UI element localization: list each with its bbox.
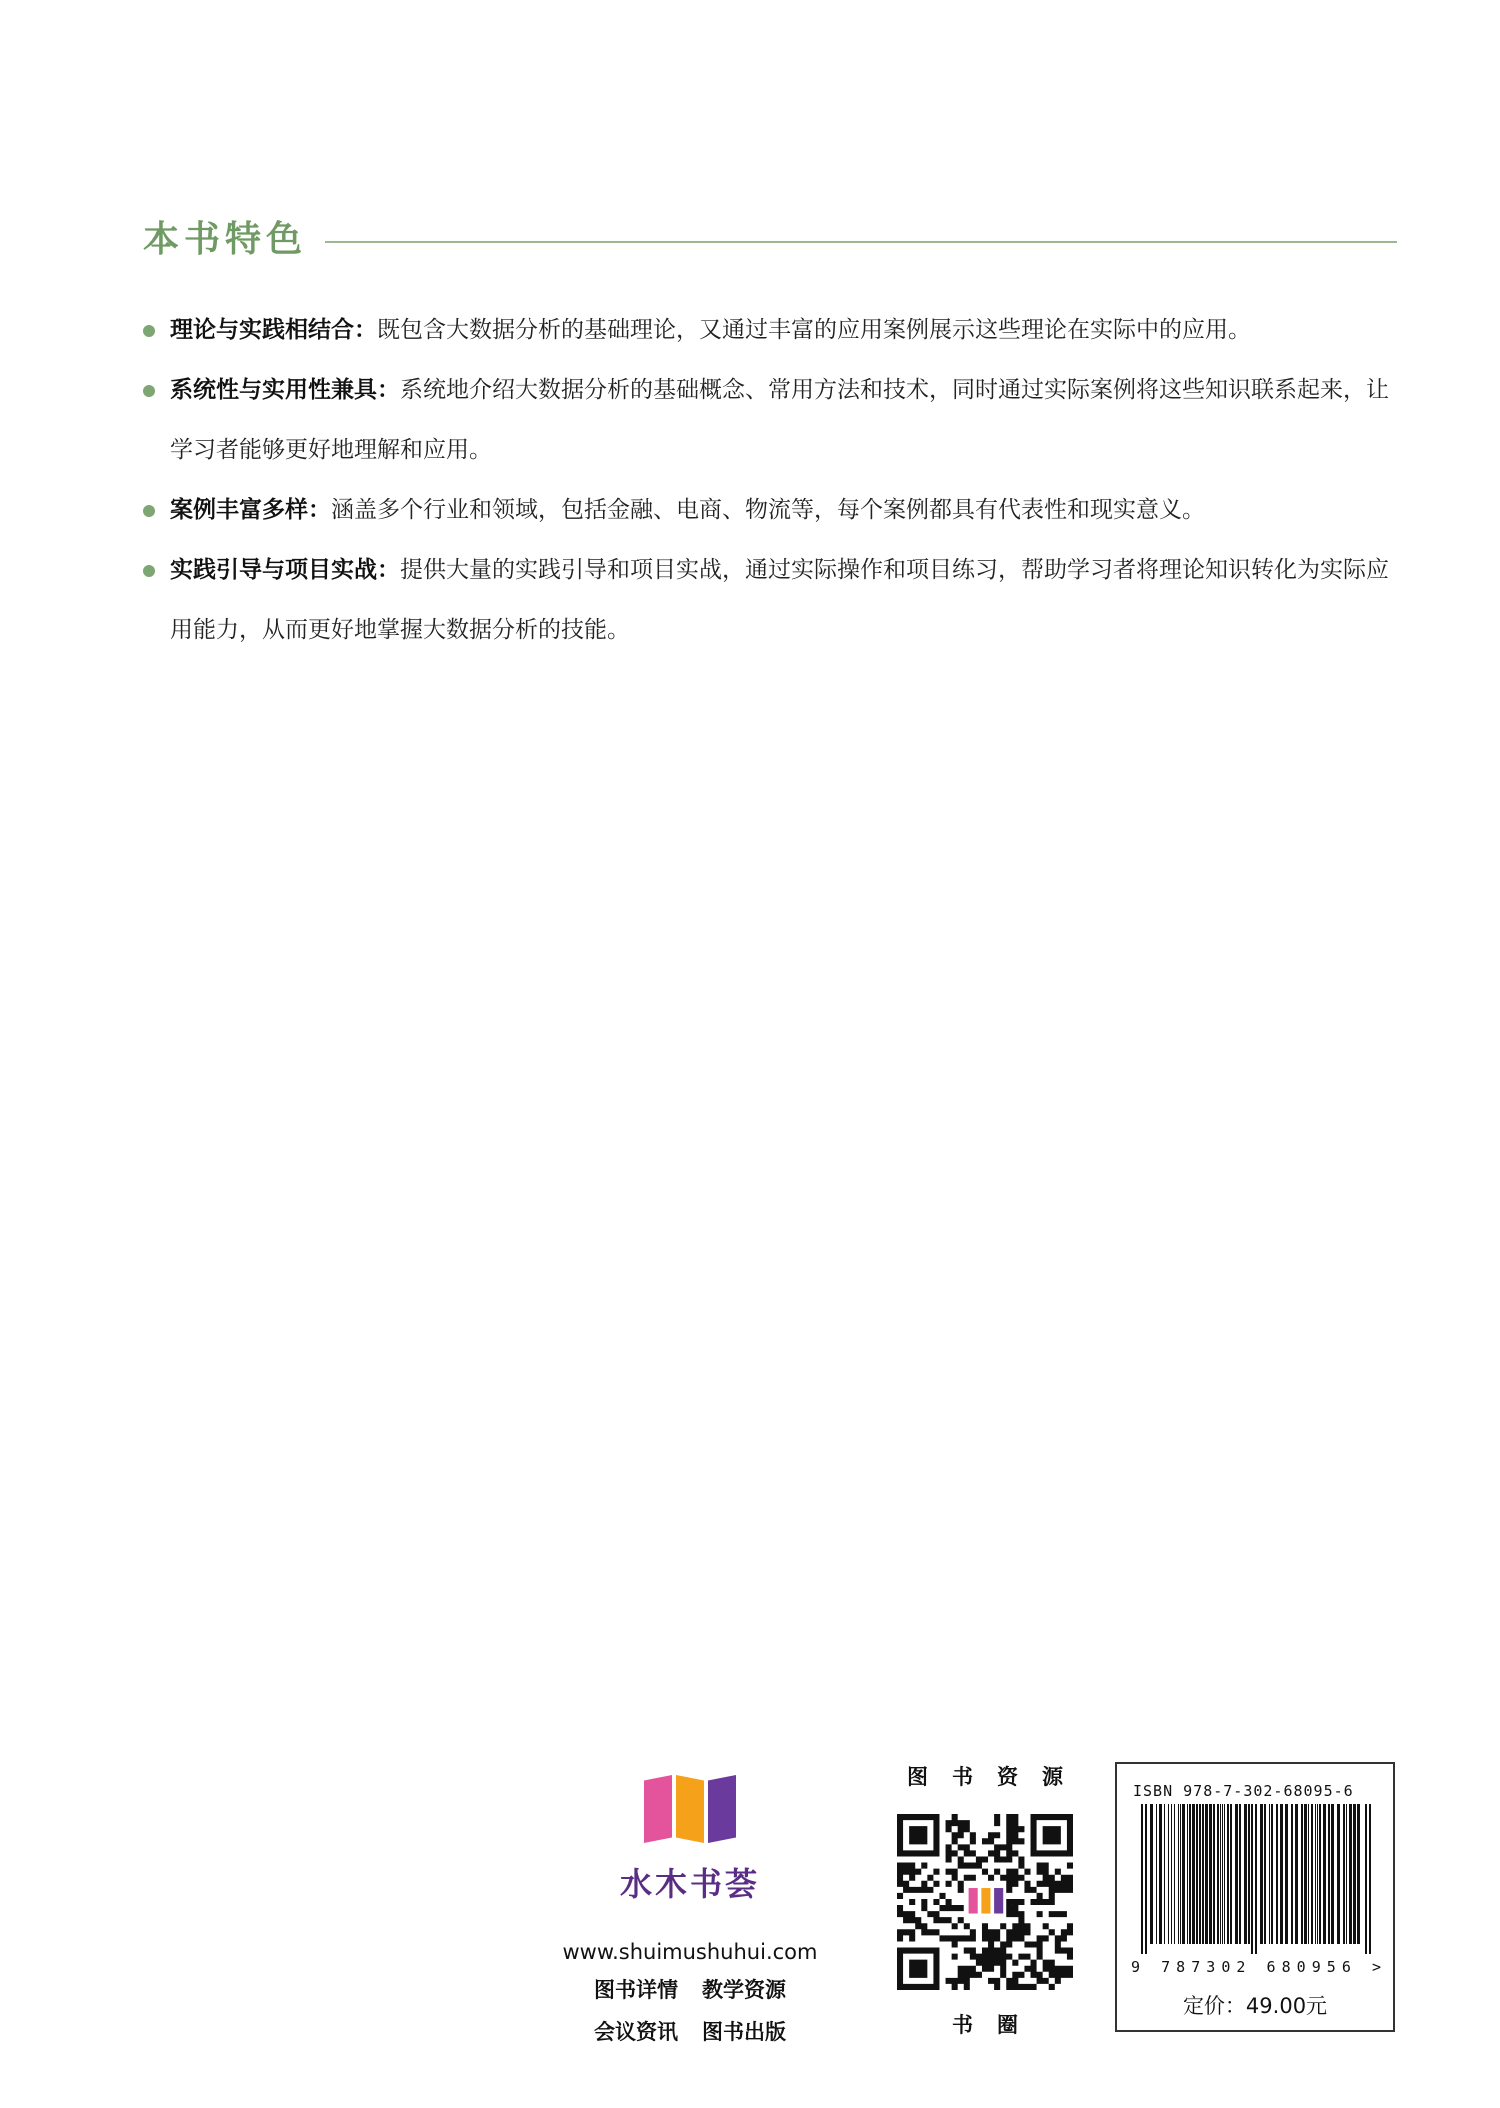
feature-item (143, 540, 1397, 660)
feature-lead: 理论与实践相结合： (170, 317, 377, 343)
publisher-info (540, 1935, 840, 2053)
bullet-icon (143, 325, 155, 337)
section-divider (325, 241, 1397, 243)
link-book-details: 图书详情 (594, 1978, 678, 2002)
bullet-icon (143, 565, 155, 577)
publisher-url[interactable]: www.shuimushuhui.com (562, 1940, 818, 1964)
feature-item (143, 300, 1397, 360)
feature-text: 涵盖多个行业和领域，包括金融、电商、物流等，每个案例都具有代表性和现实意义。 (331, 497, 1205, 523)
link-book-publishing: 图书出版 (702, 2020, 786, 2044)
feature-item (143, 480, 1397, 540)
section-header (143, 212, 1397, 268)
feature-list (143, 300, 1397, 660)
barcode-digits: 9 787302 680956 > (1131, 1958, 1381, 1976)
feature-item (143, 360, 1397, 480)
logo-page-orange (676, 1775, 704, 1843)
publisher-name: 水木书荟 (619, 1865, 760, 1903)
publisher-links-row-1 (540, 1969, 840, 2011)
logo-page-purple (708, 1775, 736, 1843)
feature-lead: 系统性与实用性兼具： (170, 377, 400, 403)
link-conference-news: 会议资讯 (594, 2020, 678, 2044)
feature-lead: 实践引导与项目实战： (170, 557, 400, 583)
qr-section (880, 1760, 1090, 2042)
publisher-logo (560, 1775, 820, 1905)
isbn-label: ISBN 978-7-302-68095-6 (1133, 1782, 1354, 1800)
qr-caption: 书圈 (952, 2013, 1042, 2037)
publisher-links-row-2 (540, 2011, 840, 2053)
feature-lead: 案例丰富多样： (170, 497, 331, 523)
bullet-icon (143, 505, 155, 517)
qr-code-icon[interactable] (897, 1814, 1073, 1990)
qr-title: 图书资源 (907, 1765, 1087, 1789)
feature-text: 提供大量的实践引导和项目实战，通过实际操作和项目练习，帮助学习者将理论知识转化为实际应用能力，从而更好地掌握大数据分析的技能。 (170, 557, 1389, 643)
feature-text: 系统地介绍大数据分析的基础概念、常用方法和技术，同时通过实际案例将这些知识联系起来，让学习者能够更好地理解和应用。 (170, 377, 1389, 463)
book-logo-icon (640, 1775, 740, 1851)
feature-text: 既包含大数据分析的基础理论，又通过丰富的应用案例展示这些理论在实际中的应用。 (377, 317, 1251, 343)
logo-page-pink (644, 1775, 672, 1843)
section-title: 本书特色 (143, 219, 308, 260)
barcode-icon (1131, 1804, 1383, 1988)
price-label: 定价：49.00元 (1182, 1994, 1328, 2018)
link-teaching-resources: 教学资源 (702, 1978, 786, 2002)
isbn-barcode-box (1115, 1762, 1395, 2032)
bullet-icon (143, 385, 155, 397)
